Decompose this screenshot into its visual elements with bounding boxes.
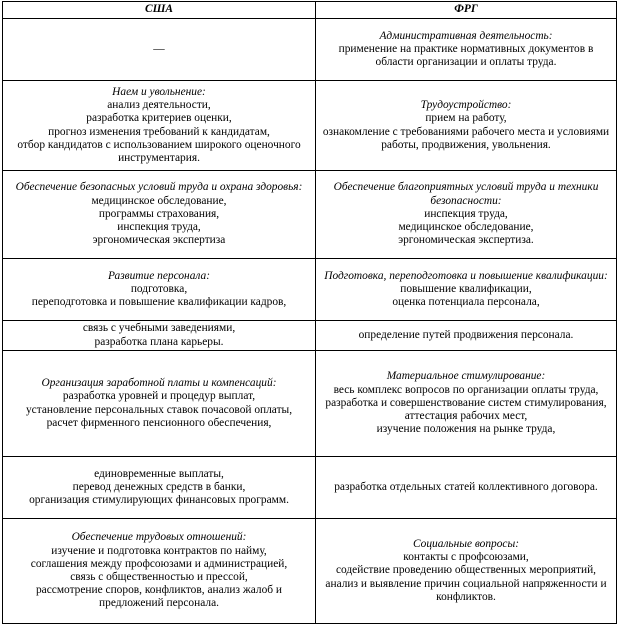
list-item: разработка и совершенствование систем стимулирования, — [325, 396, 607, 409]
list-item: связь с общественностью и прессой, — [70, 571, 248, 583]
table-cell-usa — [3, 171, 316, 259]
table-cell-usa — [3, 351, 316, 457]
table-cell-usa — [3, 457, 316, 519]
list-item: организация стимулирующих финансовых программ. — [29, 494, 289, 507]
list-item: определение путей продвижения персонала. — [358, 328, 574, 341]
category-title: Обеспечение трудовых отношений: — [71, 531, 247, 544]
header-row — [3, 2, 617, 19]
table-cell-usa — [3, 519, 316, 624]
comparison-table — [2, 1, 617, 624]
list-item: — — [153, 42, 165, 55]
table-cell-frg — [316, 81, 617, 171]
category-title: Административная деятельность: — [379, 29, 553, 42]
table-body — [3, 19, 617, 624]
table-cell-frg — [316, 519, 617, 624]
list-item: инспекция труда, — [117, 221, 201, 234]
list-item: ознакомление с требованиями рабочего места и условиями работы, продвижения, увольнения. — [322, 125, 610, 151]
category-title: Наем и увольнение: — [112, 85, 206, 98]
category-title: Трудоустройство: — [420, 99, 512, 112]
list-item: медицинское обследование, — [91, 194, 227, 207]
category-title: Подготовка, переподготовка и повышение квалификации: — [324, 269, 608, 282]
list-item: изучение положения на рынке труда, — [376, 423, 556, 436]
table-row — [3, 171, 617, 259]
list-item: расчет фирменного пенсионного обеспечения, — [46, 416, 272, 429]
header-usa: США — [3, 2, 316, 19]
table-cell-usa — [3, 81, 316, 171]
list-item: рассмотрение споров, конфликтов, анализ жалоб и предложений персонала. — [35, 584, 283, 610]
table-row — [3, 321, 617, 351]
list-item: изучение и подготовка контрактов по найму, — [51, 544, 267, 557]
list-item: программы страхования, — [98, 207, 220, 220]
list-item: прогноз изменения требований к кандидатам, — [48, 125, 270, 138]
list-item: связь с учебными заведениями, — [82, 322, 236, 335]
list-item: установление персональных ставок почасовой оплаты, — [25, 403, 293, 416]
table-cell-frg — [316, 457, 617, 519]
list-item: применение на практике нормативных документов в области организации и оплаты труда. — [338, 42, 594, 69]
list-item: контакты с профсоюзами, — [403, 551, 529, 564]
list-item: соглашения между профсоюзами и администрацией, — [30, 557, 288, 570]
table-row — [3, 457, 617, 519]
category-title: Обеспечение безопасных условий труда и охрана здоровья: — [15, 181, 303, 194]
list-item: отбор кандидатов с использованием широкого оценочного инструментария. — [17, 138, 301, 164]
list-item: разработка критериев оценки, — [86, 112, 232, 125]
table-cell-usa — [3, 19, 316, 81]
list-item: аттестация рабочих мест, — [404, 410, 528, 423]
list-item: повышение квалификации, — [400, 282, 532, 295]
list-item: прием на работу, — [425, 112, 507, 125]
list-item: эргономическая экспертиза — [92, 234, 226, 247]
list-item: разработка уровней и процедур выплат, — [62, 390, 256, 403]
table-cell-frg — [316, 321, 617, 351]
category-title: Обеспечение благоприятных условий труда и техники безопасности: — [333, 181, 599, 207]
header-frg: ФРГ — [316, 2, 617, 19]
table-row — [3, 351, 617, 457]
list-item: разработка плана карьеры. — [94, 335, 224, 348]
list-item: инспекция труда, — [424, 207, 508, 220]
list-item: единовременные выплаты, — [94, 467, 224, 480]
list-item: медицинское обследование, — [398, 221, 534, 234]
table-row — [3, 519, 617, 624]
list-item: переподготовка и повышение квалификации кадров, — [31, 296, 287, 309]
list-item: оценка потенциала персонала, — [392, 296, 540, 309]
category-title: Социальные вопросы: — [412, 537, 519, 550]
list-item: содействие проведению общественных мероприятий, — [335, 564, 597, 577]
list-item: перевод денежных средств в банки, — [72, 480, 246, 493]
list-item: анализ и выявление причин социальной напряженности и конфликтов. — [325, 577, 607, 603]
table-row — [3, 19, 617, 81]
table-row — [3, 81, 617, 171]
table-cell-frg — [316, 351, 617, 457]
table-cell-frg — [316, 259, 617, 321]
list-item: эргономическая экспертиза. — [398, 234, 534, 247]
list-item: подготовка, — [130, 282, 188, 295]
category-title: Материальное стимулирование: — [386, 370, 546, 383]
table-cell-frg — [316, 19, 617, 81]
table-cell-usa — [3, 259, 316, 321]
table-cell-frg — [316, 171, 617, 259]
category-title: Организация заработной платы и компенсаций: — [41, 377, 277, 390]
list-item: анализ деятельности, — [107, 99, 211, 112]
table-row — [3, 259, 617, 321]
category-title: Развитие персонала: — [108, 269, 210, 282]
table-cell-usa — [3, 321, 316, 351]
list-item: весь комплекс вопросов по организации оплаты труда, — [333, 383, 599, 396]
list-item: разработка отдельных статей коллективного договора. — [334, 480, 598, 493]
